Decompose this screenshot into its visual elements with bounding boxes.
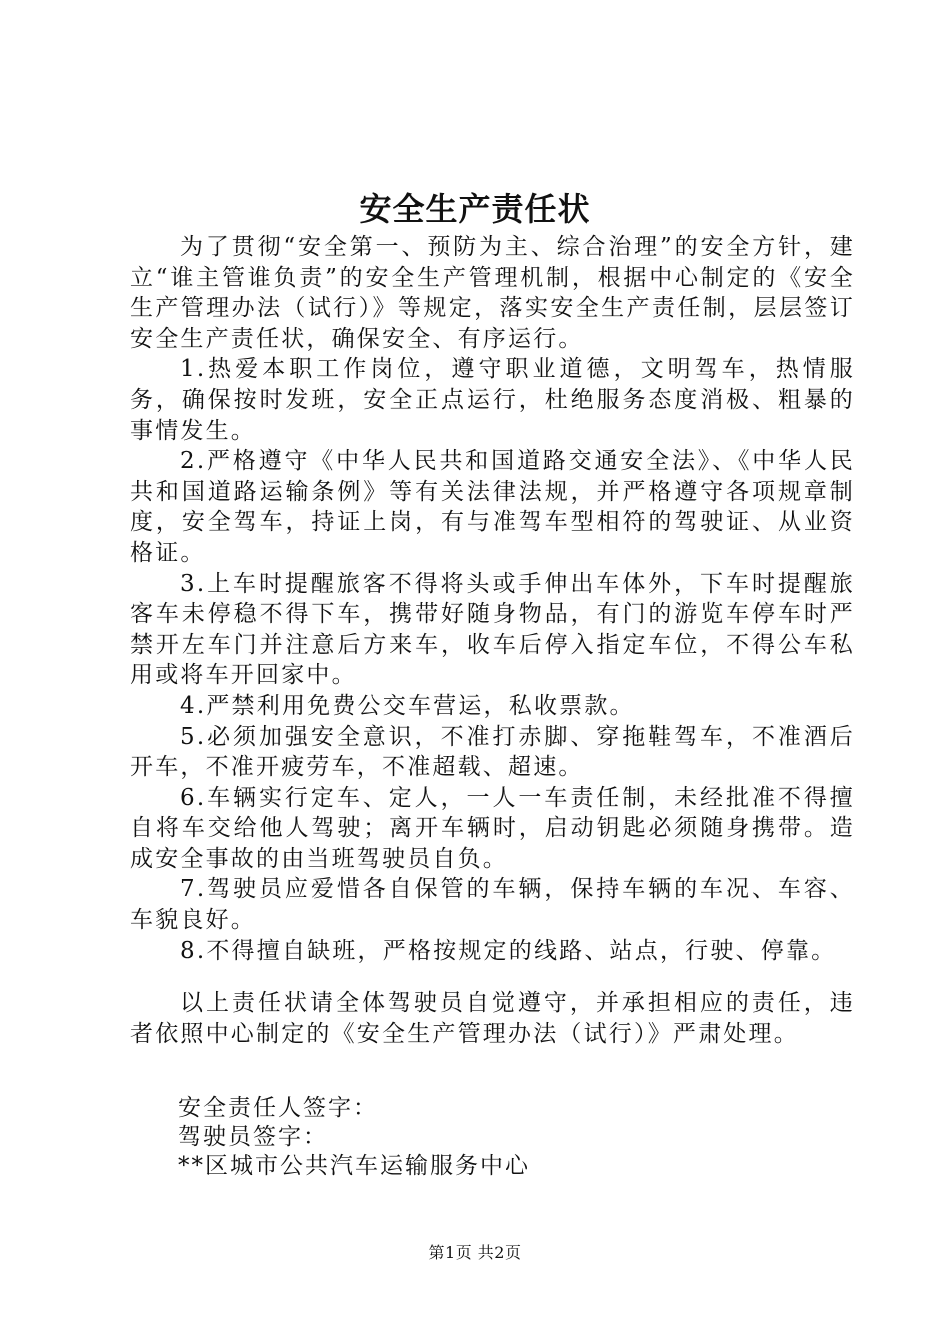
closing-paragraph: 以上责任状请全体驾驶员自觉遵守，并承担相应的责任，违者依照中心制定的《安全生产管理办法（试行）》严肃处理。 [130,990,855,1047]
clause-5: 5.必须加强安全意识，不准打赤脚、穿拖鞋驾车，不准酒后开车，不准开疲劳车，不准超载、超速。 [130,723,855,781]
clause-3: 3.上车时提醒旅客不得将头或手伸出车体外，下车时提醒旅客车未停稳不得下车，携带好随身物品，有门的游览车停车时严禁开左车门并注意后方来车，收车后停入指定车位，不得公车私用或将车开回家中。 [130,570,855,689]
clause-6: 6.车辆实行定车、定人，一人一车责任制，未经批准不得擅自将车交给他人驾驶；离开车辆时，启动钥匙必须随身携带。造成安全事故的由当班驾驶员自负。 [130,784,855,872]
clause-7: 7.驾驶员应爱惜各自保管的车辆，保持车辆的车况、车容、车貌良好。 [130,876,855,934]
intro-paragraph: 为了贯彻“安全第一、预防为主、综合治理”的安全方针，建立“谁主管谁负责”的安全生产管理机制，根据中心制定的《安全生产管理办法（试行）》等规定，落实安全生产责任制，层层签订安全生产责任状，确保安全、有序运行。 [130,234,855,352]
clause-8: 8.不得擅自缺班，严格按规定的线路、站点，行驶、停靠。 [180,937,837,964]
driver-signature-line: 驾驶员签字： [178,1124,328,1150]
signature-block [178,1094,530,1181]
document-body [130,232,855,966]
clause-4: 4.严禁利用免费公交车营运，私收票款。 [180,692,635,719]
document-title: 安全生产责任状 [359,190,591,228]
safety-officer-signature-line: 安全责任人签字： [178,1095,378,1121]
page-number-footer: 第1页 共2页 [428,1243,522,1262]
clause-2: 2.严格遵守《中华人民共和国道路交通安全法》、《中华人民共和国道路运输条例》等有关法律法规，并严格遵守各项规章制度，安全驾车，持证上岗，有与准驾车型相符的驾驶证、从业资格证。 [130,448,855,566]
organization-name: **区城市公共汽车运输服务中心 [178,1153,530,1179]
clause-1: 1.热爱本职工作岗位，遵守职业道德，文明驾车，热情服务，确保按时发班，安全正点运行，杜绝服务态度消极、粗暴的事情发生。 [130,356,855,444]
closing-section [130,988,855,1050]
